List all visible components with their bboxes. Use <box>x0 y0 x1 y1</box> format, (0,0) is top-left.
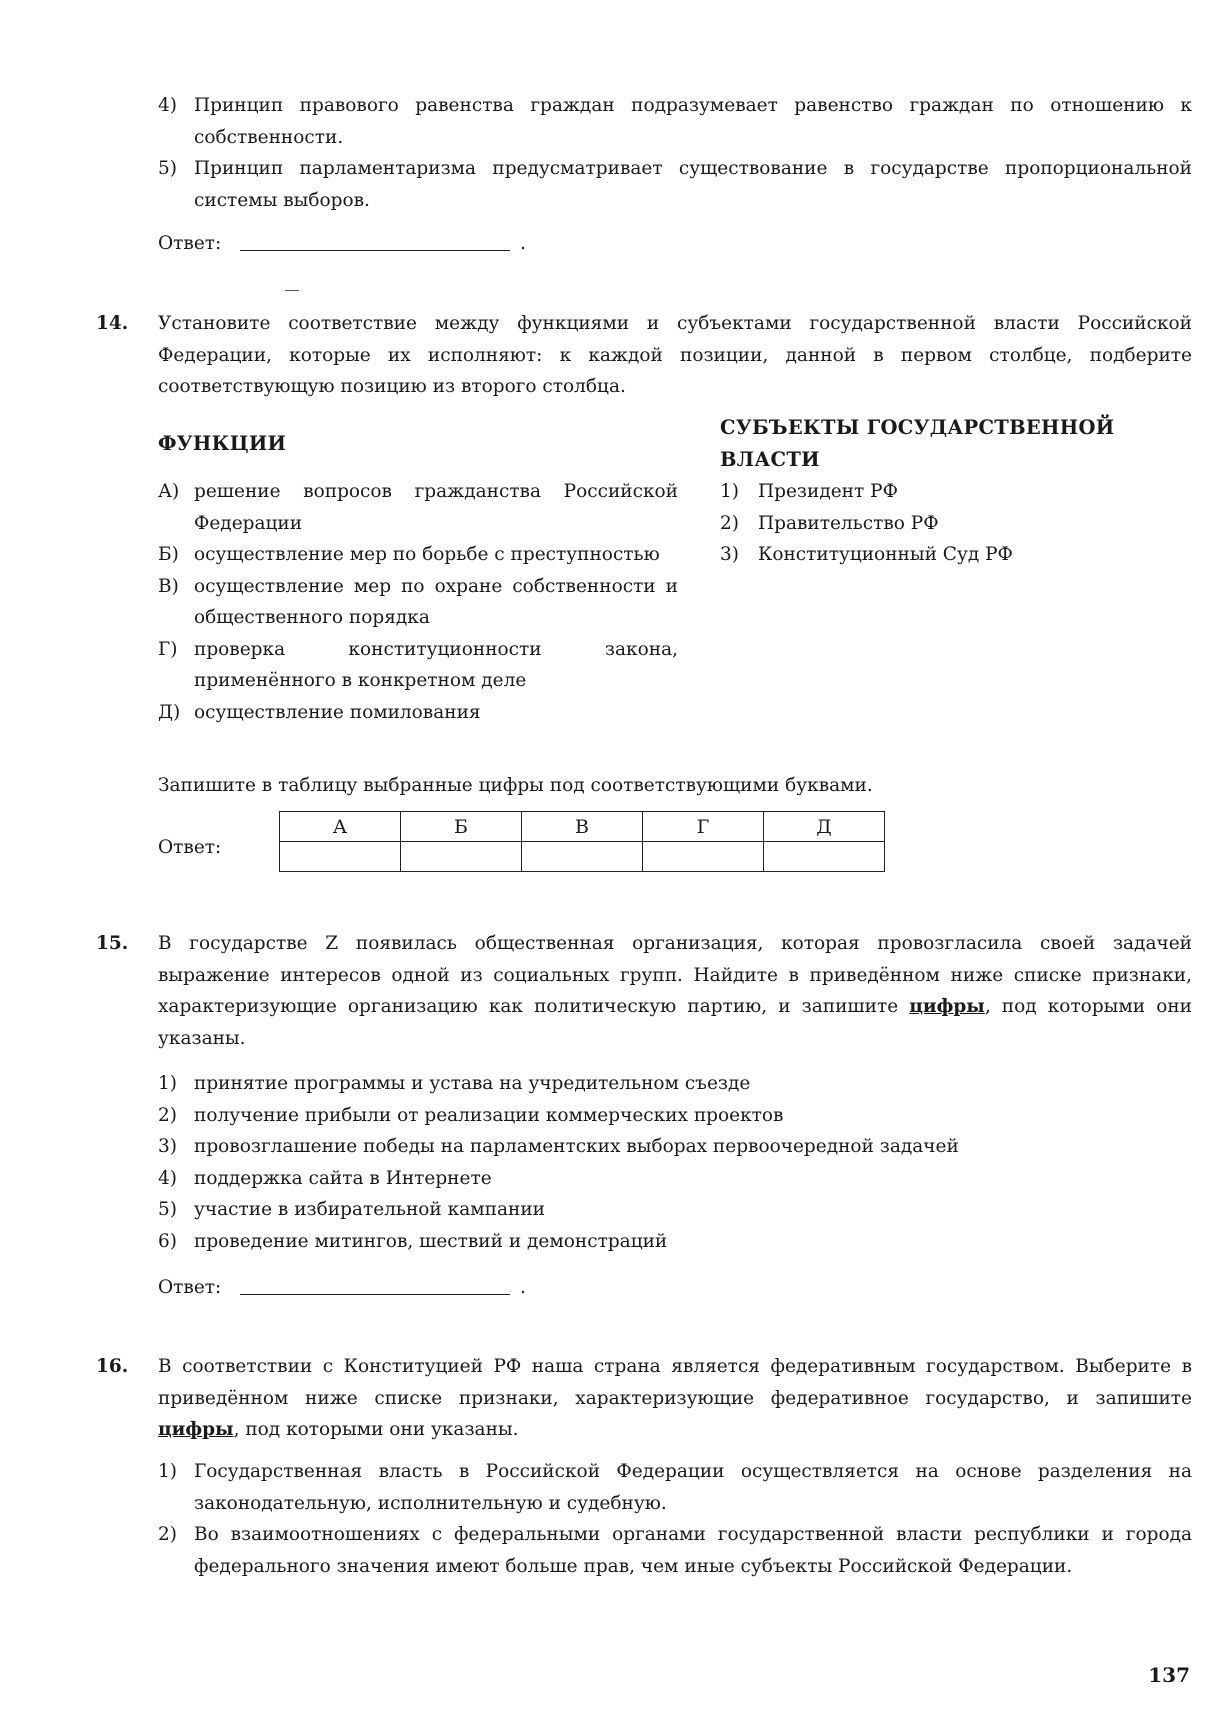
q15-option-1 <box>158 1068 1192 1100</box>
function-text: проверка конституционности закона, применённого в конкретном деле <box>194 638 678 691</box>
item-text: Во взаимоотношениях с федеральными органами государственной власти республики и города федерального значения имеют больше прав, чем иные субъекты Российской Федерации. <box>194 1524 1192 1577</box>
answer-table-header: А <box>280 812 401 842</box>
page-number: 137 <box>1148 1663 1190 1687</box>
function-text: осуществление помилования <box>194 701 481 723</box>
subjects-list <box>720 476 1180 571</box>
subjects-header-line2: ВЛАСТИ <box>720 448 820 471</box>
q13-item-5 <box>158 153 1192 216</box>
option-number: 4) <box>158 1167 177 1189</box>
item-number: 2) <box>158 1524 177 1545</box>
q16-number: 16. <box>96 1356 129 1377</box>
item-number: 4) <box>158 95 177 116</box>
functions-header: ФУНКЦИИ <box>158 432 287 455</box>
q15-option-5 <box>158 1194 1192 1226</box>
option-text: поддержка сайта в Интернете <box>194 1167 492 1189</box>
subject-number: 3) <box>720 544 739 565</box>
q15-text <box>158 928 1192 1054</box>
answer-cell-a[interactable] <box>280 842 401 872</box>
subject-text: Президент РФ <box>758 481 898 502</box>
q14-answer-label: Ответ: <box>158 837 222 858</box>
option-text: провозглашение победы на парламентских выборах первоочередной задачей <box>194 1136 959 1157</box>
option-number: 1) <box>158 1073 177 1094</box>
q15-text-before: В государстве Z появилась общественная организация, которая провозгласила своей задачей выражение интересов одной из социальных групп. Найдите в приведённом ниже списке признаки, характеризующие организацию как политическую партию, и запишите <box>158 933 1192 1017</box>
functions-list <box>158 476 678 728</box>
q15-number: 15. <box>96 933 129 954</box>
decorative-dash <box>285 290 299 291</box>
answer-cell-b[interactable] <box>401 842 522 872</box>
answer-table-header: Б <box>401 812 522 842</box>
item-number: 5) <box>158 158 177 179</box>
function-letter: Б) <box>158 544 179 565</box>
function-item-g <box>158 634 678 697</box>
subject-number: 2) <box>720 512 739 534</box>
answer-table-header: Д <box>764 812 885 842</box>
subjects-header-line1: СУБЪЕКТЫ ГОСУДАРСТВЕННОЙ <box>720 416 1115 439</box>
answer-cell-v[interactable] <box>522 842 643 872</box>
answer-dot: . <box>520 233 526 254</box>
q16-text <box>158 1351 1192 1446</box>
function-item-d <box>158 697 678 729</box>
option-text: принятие программы и устава на учредительном съезде <box>194 1073 751 1094</box>
subject-text: Правительство РФ <box>758 512 939 534</box>
q14-number: 14. <box>96 313 129 334</box>
answer-label: Ответ: <box>158 233 222 254</box>
item-text: Принцип парламентаризма предусматривает существование в государстве пропорциональной системы выборов. <box>194 158 1192 211</box>
option-text: участие в избирательной кампании <box>194 1199 545 1220</box>
function-letter: А) <box>158 481 180 502</box>
option-number: 2) <box>158 1104 177 1126</box>
subject-text: Конституционный Суд РФ <box>758 544 1013 565</box>
q15-option-4 <box>158 1163 1192 1195</box>
option-number: 5) <box>158 1199 177 1220</box>
answer-table-header: В <box>522 812 643 842</box>
answer-dot: . <box>520 1277 526 1298</box>
subject-item-1 <box>720 476 1180 508</box>
q15-text-after: , под которыми они указаны. <box>158 996 1192 1049</box>
item-text: Государственная власть в Российской Федерации осуществляется на основе разделения на законодательную, исполнительную и судебную. <box>194 1461 1192 1514</box>
function-letter: Г) <box>158 638 178 660</box>
q16-item-2 <box>158 1519 1192 1582</box>
answer-table-input-row <box>280 842 885 872</box>
answer-cell-g[interactable] <box>643 842 764 872</box>
function-text: осуществление мер по борьбе с преступностью <box>194 544 660 565</box>
function-item-a <box>158 476 678 539</box>
q14-answer-table <box>279 811 885 872</box>
option-text: проведение митингов, шествий и демонстраций <box>194 1230 668 1252</box>
q14-instruction: Запишите в таблицу выбранные цифры под соответствующими буквами. <box>158 775 873 796</box>
item-number: 1) <box>158 1461 177 1482</box>
q15-option-6 <box>158 1226 1192 1258</box>
q15-options <box>158 1068 1192 1257</box>
answer-label: Ответ: <box>158 1277 222 1298</box>
subject-item-2 <box>720 508 1180 540</box>
subject-number: 1) <box>720 481 739 502</box>
subject-item-3 <box>720 539 1180 571</box>
function-letter: В) <box>158 575 179 597</box>
answer-table-header: Г <box>643 812 764 842</box>
q15-option-3 <box>158 1131 1192 1163</box>
function-text: осуществление мер по охране собственности и общественного порядка <box>194 575 678 628</box>
answer-field[interactable] <box>240 250 510 251</box>
option-number: 3) <box>158 1136 177 1157</box>
function-item-b <box>158 539 678 571</box>
q16-item-1 <box>158 1456 1192 1519</box>
function-item-v <box>158 571 678 634</box>
q16-text-after: , под которыми они указаны. <box>233 1419 519 1440</box>
q13-item-4 <box>158 90 1192 153</box>
option-text: получение прибыли от реализации коммерческих проектов <box>194 1104 784 1126</box>
answer-table-header-row <box>280 812 885 842</box>
answer-field[interactable] <box>240 1294 510 1295</box>
q14-text: Установите соответствие между функциями и субъектами государственной власти Российской Федерации, которые их исполняют: к каждой позиции, данной в первом столбце, подберите соответствующую позицию из второго столбца. <box>158 313 1192 397</box>
option-number: 6) <box>158 1230 177 1252</box>
q16-text-emphasis: цифры <box>158 1419 234 1440</box>
function-text: решение вопросов гражданства Российской Федерации <box>194 481 678 534</box>
function-letter: Д) <box>158 701 181 723</box>
q15-option-2 <box>158 1100 1192 1132</box>
q15-text-emphasis: цифры <box>909 996 985 1017</box>
answer-cell-d[interactable] <box>764 842 885 872</box>
q16-text-before: В соответствии с Конституцией РФ наша страна является федеративным государством. Выберите в приведённом ниже списке признаки, характеризующие федеративное государство, и запишите <box>158 1356 1192 1409</box>
item-text: Принцип правового равенства граждан подразумевает равенство граждан по отношению к собственности. <box>194 95 1192 148</box>
